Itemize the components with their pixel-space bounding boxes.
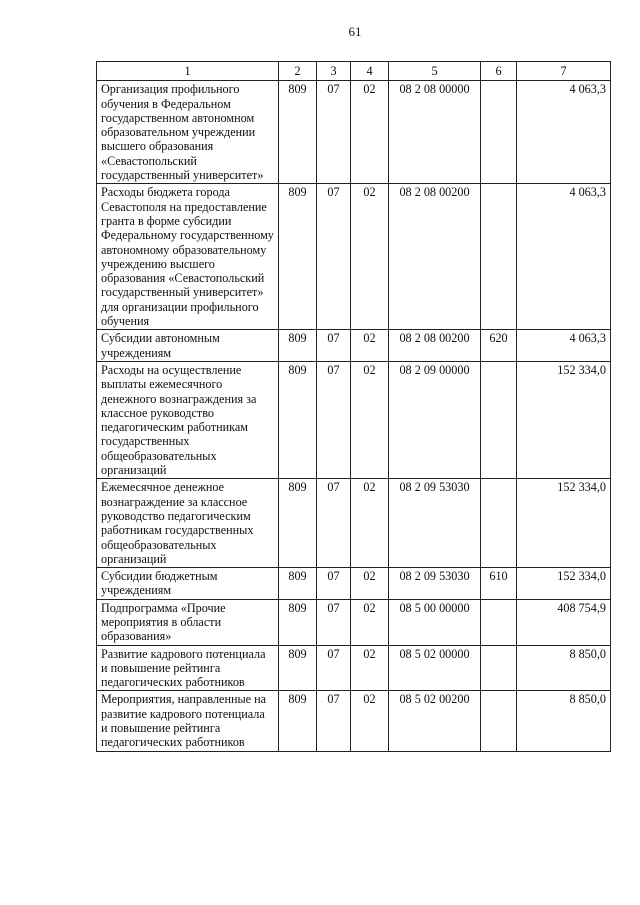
row-target-article-cell: 08 2 08 00200 <box>389 184 481 330</box>
row-target-article-cell: 08 2 09 00000 <box>389 361 481 478</box>
row-subsection-cell: 02 <box>351 645 389 691</box>
table-row <box>97 645 611 691</box>
header-cell-4: 4 <box>351 62 389 81</box>
row-name-cell: Субсидии автономным учреждениям <box>97 330 279 362</box>
row-target-article-cell: 08 2 09 53030 <box>389 568 481 600</box>
row-ved-cell: 809 <box>279 691 317 751</box>
row-expense-type-cell <box>481 599 517 645</box>
row-amount-cell: 408 754,9 <box>517 599 611 645</box>
row-section-cell: 07 <box>317 184 351 330</box>
row-expense-type-cell <box>481 81 517 184</box>
row-section-cell: 07 <box>317 479 351 568</box>
header-cell-6: 6 <box>481 62 517 81</box>
row-section-cell: 07 <box>317 361 351 478</box>
row-amount-cell: 4 063,3 <box>517 184 611 330</box>
row-amount-cell: 8 850,0 <box>517 645 611 691</box>
row-target-article-cell: 08 2 09 53030 <box>389 479 481 568</box>
row-amount-cell: 4 063,3 <box>517 330 611 362</box>
header-cell-1: 1 <box>97 62 279 81</box>
page-number: 61 <box>348 24 362 39</box>
row-subsection-cell: 02 <box>351 81 389 184</box>
header-cell-3: 3 <box>317 62 351 81</box>
row-amount-cell: 152 334,0 <box>517 361 611 478</box>
row-expense-type-cell <box>481 691 517 751</box>
row-expense-type-cell <box>481 361 517 478</box>
budget-table <box>96 61 611 752</box>
row-subsection-cell: 02 <box>351 691 389 751</box>
row-ved-cell: 809 <box>279 81 317 184</box>
table-row <box>97 81 611 184</box>
row-section-cell: 07 <box>317 568 351 600</box>
row-name-cell: Расходы бюджета города Севастополя на предоставление гранта в форме субсидии Федеральному государственному автономному образовательному учреждению высшего образования «Севастопольский государственный университет» для организации профильного обучения <box>97 184 279 330</box>
row-name-cell: Расходы на осуществление выплаты ежемесячного денежного вознаграждения за классное руководство педагогическим работникам государственных общеобразовательных организаций <box>97 361 279 478</box>
row-section-cell: 07 <box>317 81 351 184</box>
row-section-cell: 07 <box>317 645 351 691</box>
table-row <box>97 599 611 645</box>
row-subsection-cell: 02 <box>351 479 389 568</box>
row-ved-cell: 809 <box>279 568 317 600</box>
table-row <box>97 479 611 568</box>
row-subsection-cell: 02 <box>351 599 389 645</box>
table-row <box>97 568 611 600</box>
row-ved-cell: 809 <box>279 184 317 330</box>
row-amount-cell: 152 334,0 <box>517 568 611 600</box>
table-row <box>97 330 611 362</box>
row-target-article-cell: 08 2 08 00200 <box>389 330 481 362</box>
row-target-article-cell: 08 5 00 00000 <box>389 599 481 645</box>
row-subsection-cell: 02 <box>351 568 389 600</box>
row-name-cell: Мероприятия, направленные на развитие кадрового потенциала и повышение рейтинга педагогических работников <box>97 691 279 751</box>
row-expense-type-cell: 610 <box>481 568 517 600</box>
row-expense-type-cell <box>481 479 517 568</box>
row-ved-cell: 809 <box>279 645 317 691</box>
row-section-cell: 07 <box>317 330 351 362</box>
row-subsection-cell: 02 <box>351 184 389 330</box>
row-ved-cell: 809 <box>279 361 317 478</box>
row-name-cell: Субсидии бюджетным учреждениям <box>97 568 279 600</box>
table-row <box>97 184 611 330</box>
row-section-cell: 07 <box>317 599 351 645</box>
header-cell-5: 5 <box>389 62 481 81</box>
row-amount-cell: 152 334,0 <box>517 479 611 568</box>
row-target-article-cell: 08 5 02 00000 <box>389 645 481 691</box>
header-row <box>97 62 611 81</box>
row-subsection-cell: 02 <box>351 361 389 478</box>
row-subsection-cell: 02 <box>351 330 389 362</box>
row-expense-type-cell: 620 <box>481 330 517 362</box>
row-target-article-cell: 08 2 08 00000 <box>389 81 481 184</box>
row-name-cell: Ежемесячное денежное вознаграждение за классное руководство педагогическим работникам государственных общеобразовательных организаций <box>97 479 279 568</box>
row-ved-cell: 809 <box>279 599 317 645</box>
row-amount-cell: 8 850,0 <box>517 691 611 751</box>
row-section-cell: 07 <box>317 691 351 751</box>
header-cell-2: 2 <box>279 62 317 81</box>
row-expense-type-cell <box>481 184 517 330</box>
row-expense-type-cell <box>481 645 517 691</box>
row-ved-cell: 809 <box>279 330 317 362</box>
row-target-article-cell: 08 5 02 00200 <box>389 691 481 751</box>
row-ved-cell: 809 <box>279 479 317 568</box>
row-name-cell: Организация профильного обучения в Федеральном государственном автономном образовательном учреждении высшего образования «Севастопольский государственный университет» <box>97 81 279 184</box>
row-name-cell: Развитие кадрового потенциала и повышение рейтинга педагогических работников <box>97 645 279 691</box>
row-amount-cell: 4 063,3 <box>517 81 611 184</box>
row-name-cell: Подпрограмма «Прочие мероприятия в области образования» <box>97 599 279 645</box>
header-cell-7: 7 <box>517 62 611 81</box>
table-row <box>97 691 611 751</box>
table-row <box>97 361 611 478</box>
